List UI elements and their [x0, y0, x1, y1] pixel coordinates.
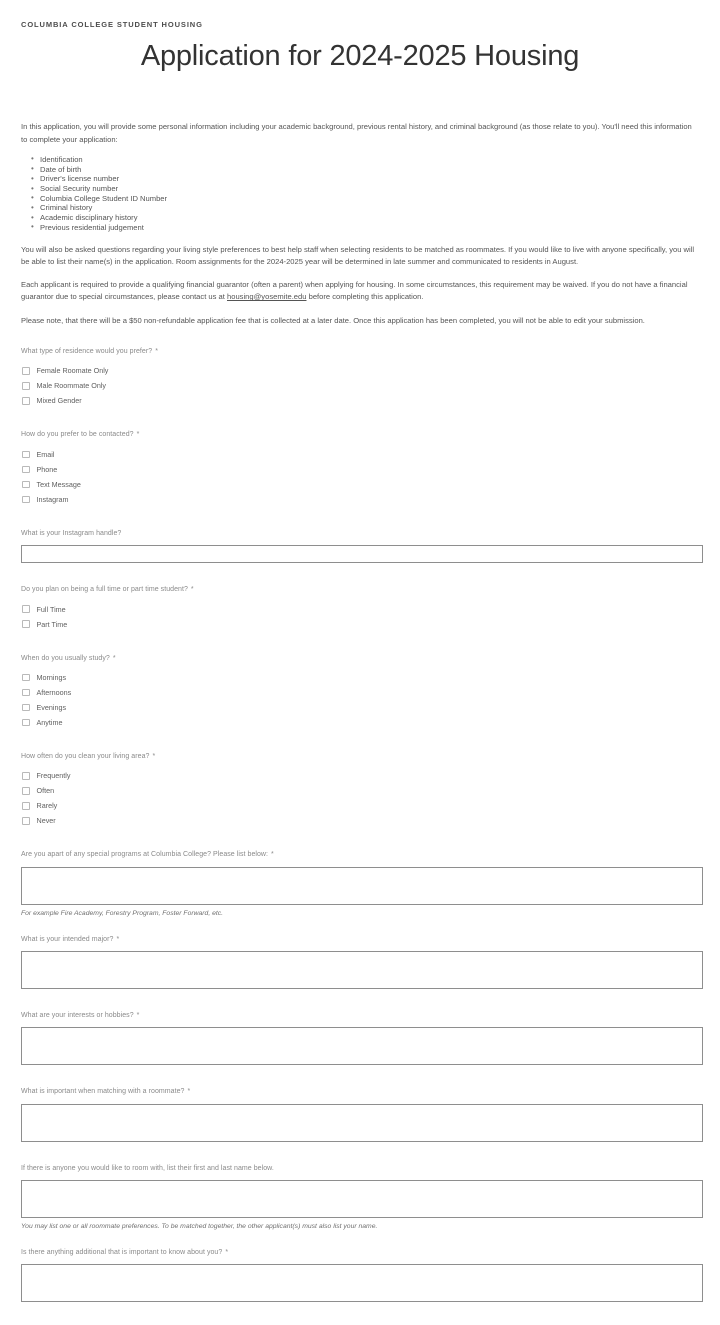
field-special-programs — [21, 851, 699, 918]
checkbox-icon[interactable] — [22, 496, 30, 504]
checkbox-icon[interactable] — [22, 802, 30, 810]
option-male-roommate-only[interactable] — [21, 378, 699, 393]
special-programs-helper-text: For example Fire Academy, Forestry Program, Foster Forward, etc. — [21, 909, 224, 917]
option-label: Mixed Gender — [36, 396, 82, 406]
required-asterisk: * — [271, 851, 274, 859]
checkbox-icon[interactable] — [22, 605, 30, 613]
required-asterisk: * — [187, 1088, 191, 1096]
spacer — [21, 828, 699, 851]
label-instagram-handle — [21, 530, 699, 538]
spacer — [21, 989, 699, 1012]
field-residence-type — [21, 348, 699, 408]
list-item: • Criminal history — [40, 203, 699, 213]
label-roommate-names — [21, 1165, 699, 1173]
label-text: Are you apart of any special programs at Columbia College? Please list below: — [21, 851, 269, 859]
field-roommate-names — [21, 1165, 699, 1232]
guarantor-text-before: Each applicant is required to provide a qualifying financial guarantor (often a parent) when applying for housing. In some circumstances, this requirement may be waived. If you do not have a financial guarantor due to special circumstances, please contact us at — [21, 280, 688, 302]
option-label: Rarely — [36, 801, 58, 811]
list-item: • Academic disciplinary history — [40, 213, 699, 223]
option-evenings[interactable] — [21, 700, 699, 715]
option-frequently[interactable] — [21, 768, 699, 783]
list-item: • Social Security number — [40, 184, 699, 194]
field-intended-major — [21, 936, 699, 989]
option-label: Anytime — [36, 717, 63, 727]
intro-paragraph-2: You will also be asked questions regarding your living style preferences to best help staff when selecting residents to be matched as roommates. If you would like to live with anyone specifically, you will be able to list their name(s) in the application. Room assignments for the 2024-2025 year will be determined in late summer and communicated to residents in August. — [21, 244, 695, 266]
checkbox-icon[interactable] — [22, 367, 30, 375]
field-additional-info — [21, 1249, 699, 1302]
spacer — [21, 632, 699, 655]
option-label: Never — [36, 816, 56, 826]
option-label: Afternoons — [36, 687, 72, 697]
roommate-matching-textarea[interactable] — [21, 1104, 703, 1142]
option-label: Instagram — [36, 494, 69, 504]
intro-paragraph-3 — [21, 279, 699, 304]
option-label: Male Roommate Only — [36, 381, 107, 391]
guarantor-text-after: before completing this application. — [306, 292, 424, 302]
checkbox-icon[interactable] — [22, 481, 30, 489]
field-roommate-matching — [21, 1088, 699, 1141]
field-instagram-handle — [21, 530, 699, 563]
intended-major-textarea[interactable] — [21, 951, 703, 989]
intro-paragraph-4: Please note, that there will be a $50 non-refundable application fee that is collected at a later date. Once this application has been completed, you will not be able to edit your submission. — [21, 315, 645, 325]
option-mixed-gender[interactable] — [21, 393, 699, 408]
spacer — [21, 1232, 699, 1249]
special-programs-textarea[interactable] — [21, 867, 703, 905]
application-form — [0, 348, 720, 1325]
spacer — [21, 1142, 699, 1165]
label-interests-hobbies — [21, 1012, 699, 1020]
required-asterisk: * — [136, 431, 140, 439]
additional-info-textarea[interactable] — [21, 1264, 703, 1302]
checkbox-icon[interactable] — [22, 451, 30, 459]
option-afternoons[interactable] — [21, 685, 699, 700]
option-instagram[interactable] — [21, 492, 699, 507]
field-contact-preference — [21, 431, 699, 506]
list-item: • Driver's license number — [40, 174, 699, 184]
page-title: Application for 2024-2025 Housing — [140, 40, 580, 72]
field-cleaning-frequency — [21, 753, 699, 828]
option-label: Evenings — [36, 702, 67, 712]
option-label: Email — [36, 449, 55, 459]
roommate-names-textarea[interactable] — [21, 1180, 703, 1218]
instagram-handle-input[interactable] — [21, 545, 703, 563]
label-study-time — [21, 655, 699, 663]
option-anytime[interactable] — [21, 715, 699, 730]
option-label: Phone — [36, 464, 58, 474]
option-never[interactable] — [21, 813, 699, 828]
field-enrollment-status — [21, 586, 699, 631]
option-female-roommate-only[interactable] — [21, 363, 699, 378]
site-brand: COLUMBIA COLLEGE STUDENT HOUSING — [21, 20, 203, 29]
label-text: When do you usually study? — [21, 654, 110, 662]
spacer — [21, 1302, 699, 1325]
option-label: Often — [36, 786, 55, 796]
label-text: What is important when matching with a roommate? — [21, 1088, 185, 1096]
option-email[interactable] — [21, 447, 699, 462]
label-text: How often do you clean your living area? — [21, 753, 150, 761]
intro-paragraph-1: In this application, you will provide some personal information including your academic background, previous rental history, and criminal background (as those relate to you). You'll need this information to complete your application: — [21, 122, 692, 144]
label-special-programs — [21, 851, 699, 859]
option-label: Frequently — [36, 771, 71, 781]
spacer — [21, 563, 699, 586]
required-asterisk: * — [225, 1249, 229, 1257]
housing-email-link[interactable]: housing@yosemite.edu — [227, 292, 307, 302]
field-interests-hobbies — [21, 1012, 699, 1065]
list-item: • Columbia College Student ID Number — [40, 194, 699, 204]
spacer — [21, 730, 699, 753]
option-label: Full Time — [36, 604, 66, 614]
intro-section — [0, 74, 720, 327]
option-often[interactable] — [21, 783, 699, 798]
option-text-message[interactable] — [21, 477, 699, 492]
label-contact-preference — [21, 431, 699, 439]
option-mornings[interactable] — [21, 670, 699, 685]
spacer — [21, 1065, 699, 1088]
label-text: What type of residence would you prefer? — [21, 348, 153, 356]
interests-hobbies-textarea[interactable] — [21, 1027, 703, 1065]
required-asterisk: * — [152, 753, 156, 761]
label-text: If there is anyone you would like to room with, list their first and last name below. — [21, 1164, 274, 1172]
required-asterisk: * — [112, 654, 116, 662]
label-text: Do you plan on being a full time or part time student? — [21, 586, 188, 594]
list-item: • Date of birth — [40, 165, 699, 175]
list-item: • Previous residential judgement — [40, 223, 699, 233]
required-asterisk: * — [190, 586, 194, 594]
label-residence-type — [21, 348, 699, 356]
spacer — [21, 919, 699, 936]
spacer — [21, 408, 699, 431]
roommate-names-helper-text: You may list one or all roommate preferences. To be matched together, the other applicant(s) must also list your name. — [21, 1223, 378, 1231]
label-intended-major — [21, 936, 699, 944]
option-part-time[interactable] — [21, 617, 699, 632]
checkbox-icon[interactable] — [22, 689, 30, 697]
label-text: How do you prefer to be contacted? — [21, 431, 134, 439]
checkbox-icon[interactable] — [22, 704, 30, 712]
option-full-time[interactable] — [21, 602, 699, 617]
option-label: Part Time — [36, 619, 68, 629]
field-study-time — [21, 655, 699, 730]
spacer — [21, 507, 699, 530]
checkbox-icon[interactable] — [22, 397, 30, 405]
checkbox-icon[interactable] — [22, 466, 30, 474]
label-text: Is there anything additional that is important to know about you? — [21, 1249, 223, 1257]
checkbox-icon[interactable] — [22, 620, 30, 628]
required-asterisk: * — [116, 935, 120, 943]
checkbox-icon[interactable] — [22, 382, 30, 390]
checkbox-icon[interactable] — [22, 674, 30, 682]
checkbox-icon[interactable] — [22, 817, 30, 825]
list-item: • Identification — [40, 155, 699, 165]
label-enrollment-status — [21, 586, 699, 594]
checkbox-icon[interactable] — [22, 787, 30, 795]
checkbox-icon[interactable] — [22, 772, 30, 780]
option-phone[interactable] — [21, 462, 699, 477]
checkbox-icon[interactable] — [22, 719, 30, 727]
requirements-list — [21, 155, 699, 233]
label-text: What are your interests or hobbies? — [21, 1012, 134, 1020]
option-label: Female Roomate Only — [36, 366, 109, 376]
option-rarely[interactable] — [21, 798, 699, 813]
label-text: What is your Instagram handle? — [21, 529, 122, 537]
label-cleaning-frequency — [21, 753, 699, 761]
label-roommate-matching — [21, 1088, 699, 1096]
label-text: What is your intended major? — [21, 935, 114, 943]
required-asterisk: * — [136, 1012, 140, 1020]
option-label: Text Message — [36, 479, 81, 489]
option-label: Mornings — [36, 672, 67, 682]
label-additional-info — [21, 1249, 699, 1257]
required-asterisk: * — [155, 348, 158, 356]
